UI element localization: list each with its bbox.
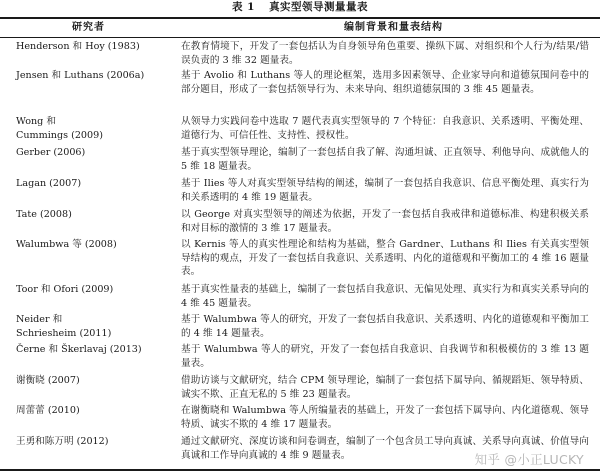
researcher-cell: Gerber (2006) xyxy=(16,147,86,158)
table-header-rule xyxy=(0,37,600,38)
researcher-cell: 周蕾蕾 (2010) xyxy=(16,405,80,416)
researcher-cell: Tate (2008) xyxy=(16,209,72,220)
structure-cell: 借助访谈与文献研究，结合 CPM 领导理论，编制了一套包括下属导向、循规蹈矩、领导特质、诚实不欺、正直无私的 5 维 23 题量表。 xyxy=(181,375,589,400)
column-header-structure: 编制背景和量表结构 xyxy=(344,22,443,33)
table-title: 真实型领导测量量表 xyxy=(269,1,369,13)
structure-cell: 基于 Walumbwa 等人的研究，开发了一套包括自我意识、自我调节和积极模仿的 3 维 13 题量表。 xyxy=(181,344,589,369)
structure-cell: 基于 Ilies 等人对真实型领导结构的阐述，编制了一套包括自我意识、信息平衡处理、真实行为和关系透明的 4 维 19 题量表。 xyxy=(181,178,589,203)
structure-cell: 在教育情境下，开发了一套包括认为自身领导角色重要、操纵下属、对组织和个人行为/结果/错误负责的 3 维 32 题量表。 xyxy=(181,41,589,66)
table-caption xyxy=(0,1,600,14)
column-header-researcher: 研究者 xyxy=(72,22,105,33)
structure-cell: 基于 Walumbwa 等人的研究，开发了一套包括自我意识、关系透明、内化的道德观和平衡加工的 4 维 14 题量表。 xyxy=(181,314,589,339)
watermark: 知乎 @小正LUCKY xyxy=(474,452,584,467)
researcher-cell: Černe 和 Škerlavaj (2013) xyxy=(16,344,142,355)
researcher-cell: Jensen 和 Luthans (2006a) xyxy=(16,70,145,81)
structure-cell: 以 George 对真实型领导的阐述为依据，开发了一套包括自我戒律和道德标准、构建积极关系和对目标的激情的 3 维 17 题量表。 xyxy=(181,209,589,234)
researcher-cell: Wong 和 Cummings (2009) xyxy=(16,116,103,141)
table-bottom-rule xyxy=(0,469,600,471)
researcher-cell: Neider 和 Schriesheim (2011) xyxy=(16,314,112,339)
table-number: 表 1 xyxy=(231,1,255,13)
structure-cell: 以 Kernis 等人的真实性理论和结构为基础，整合 Gardner、Luthans 和 Ilies 有关真实型领导结构的观点，开发了一套包括自我意识、关系透明、内化的道德观和平衡加工的 4 维 16 题量表。 xyxy=(181,239,589,278)
structure-cell: 从领导力实践问卷中选取 7 题代表真实型领导的 7 个特征：自我意识、关系透明、平衡处理、道德行为、可信任性、支持性、授权性。 xyxy=(181,116,589,141)
researcher-cell: Lagan (2007) xyxy=(16,178,82,189)
structure-cell: 基于真实型领导理论，编制了一套包括自我了解、沟通坦诚、正直领导、利他导向、成就他人的 5 维 18 题量表。 xyxy=(181,147,589,172)
researcher-cell: Toor 和 Ofori (2009) xyxy=(16,284,114,295)
researcher-cell: Walumbwa 等 (2008) xyxy=(16,239,117,250)
researcher-cell: 王勇和陈万明 (2012) xyxy=(16,436,109,447)
table-top-rule xyxy=(0,17,600,19)
researcher-cell: Henderson 和 Hoy (1983) xyxy=(16,41,140,52)
structure-cell: 通过文献研究、深度访谈和问卷调查，编制了一个包含员工导向真诚、关系导向真诚、价值导向真诚和工作导向真诚的 4 维 9 题量表。 xyxy=(181,436,589,461)
structure-cell: 基于 Avolio 和 Luthans 等人的理论框架，选用多因素领导、企业家导向和道德氛围问卷中的部分题目，形成了一套包括领导行为、未来导向、组织道德氛围的 3 维 45 题量表。 xyxy=(181,70,589,95)
structure-cell: 在谢衡晓和 Walumbwa 等人所编量表的基础上，开发了一套包括下属导向、内化道德观、领导特质、诚实不欺的 4 维 17 题量表。 xyxy=(181,405,589,430)
structure-cell: 基于真实性量表的基础上，编制了一套包括自我意识、无偏见处理、真实行为和真实关系导向的 4 维 45 题量表。 xyxy=(181,284,589,309)
researcher-cell: 谢衡晓 (2007) xyxy=(16,375,80,386)
